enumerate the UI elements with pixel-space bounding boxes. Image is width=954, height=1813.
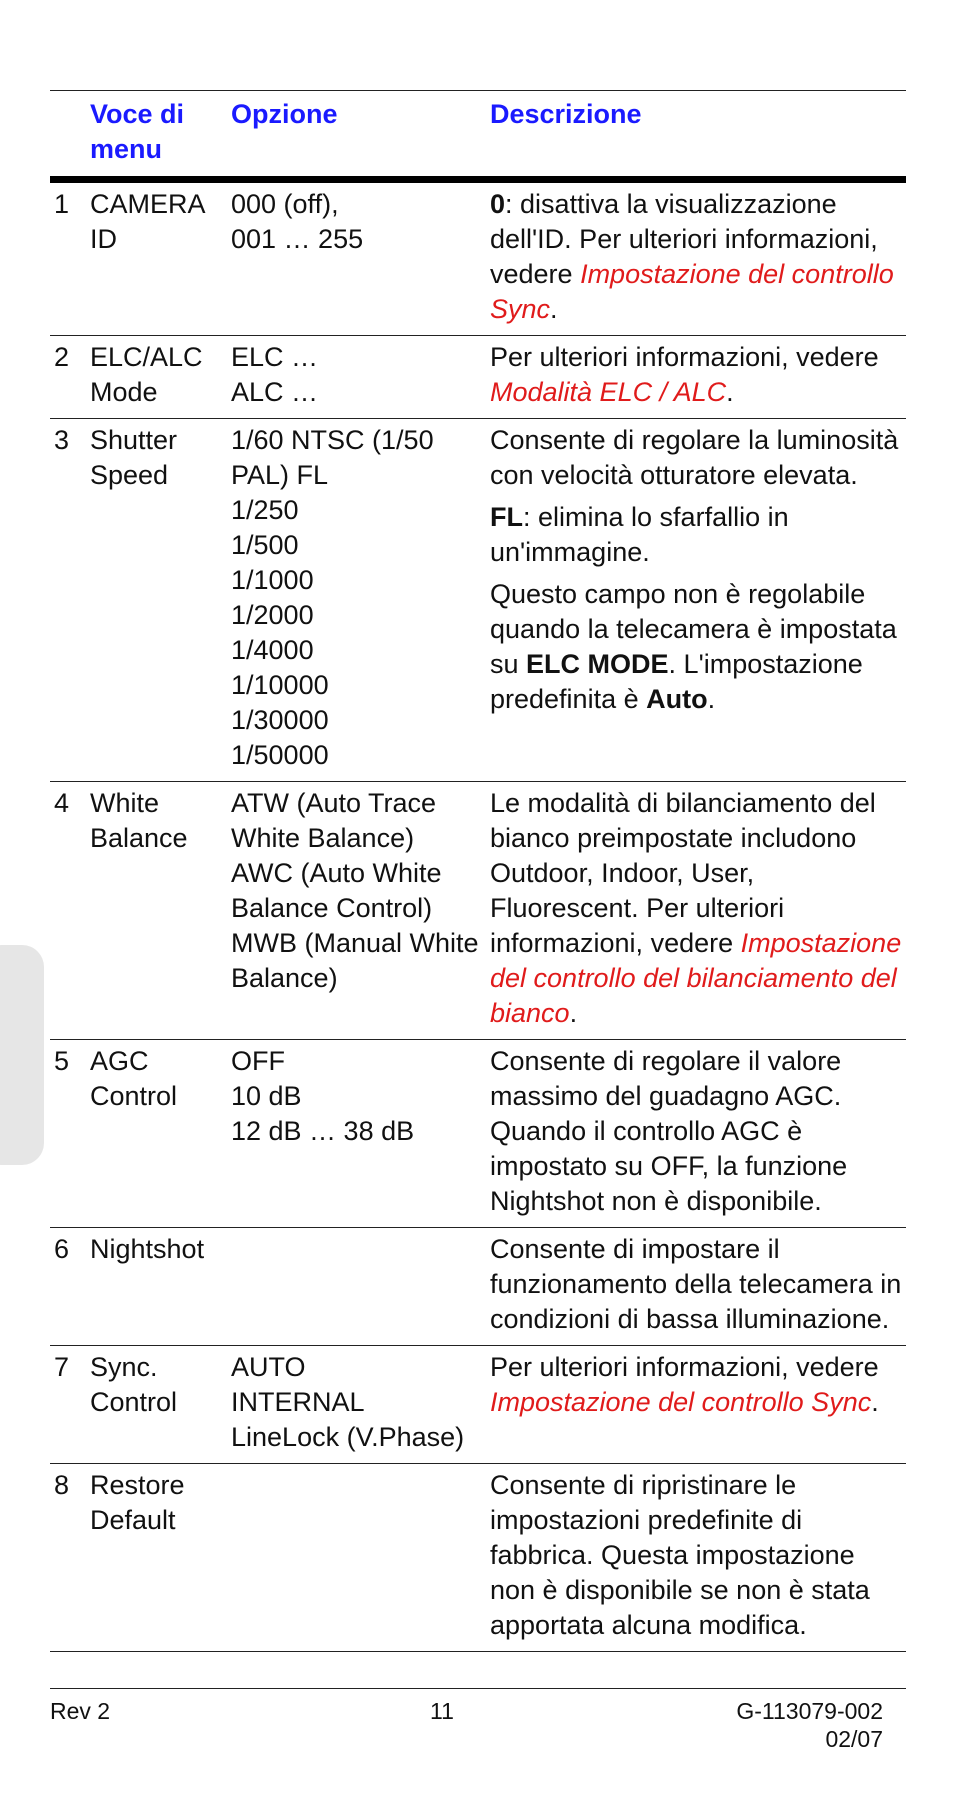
description-cell bbox=[490, 180, 906, 336]
option-value: 1/60 NTSC (1/50 PAL) FL bbox=[231, 425, 434, 490]
option-value: 000 (off), bbox=[231, 189, 339, 219]
option-value: 1/50000 bbox=[231, 740, 329, 770]
option-value: INTERNAL bbox=[231, 1387, 365, 1417]
side-thumb-tab bbox=[0, 945, 44, 1165]
cross-reference-link[interactable]: Impostazione del controllo del bilanciamento del bianco bbox=[490, 928, 902, 1028]
footer-divider bbox=[50, 1688, 906, 1689]
row-number: 7 bbox=[50, 1346, 90, 1464]
table-row bbox=[50, 180, 906, 336]
footer-page-number: 11 bbox=[430, 1698, 454, 1724]
bold-term: ELC MODE bbox=[526, 649, 669, 679]
description-paragraph bbox=[490, 1232, 906, 1337]
description-text: . bbox=[569, 998, 578, 1028]
row-number: 3 bbox=[50, 419, 90, 782]
option-value: MWB (Manual White Balance) bbox=[231, 928, 479, 993]
description-cell bbox=[490, 782, 906, 1040]
cross-reference-link[interactable]: Modalità ELC / ALC bbox=[490, 377, 727, 407]
description-paragraph bbox=[490, 786, 906, 1031]
table-row bbox=[50, 1464, 906, 1652]
option-cell bbox=[231, 1040, 490, 1228]
row-number: 1 bbox=[50, 180, 90, 336]
menu-item-name: White Balance bbox=[90, 782, 231, 1040]
description-text: Consente di regolare la luminosità con velocità otturatore elevata. bbox=[490, 425, 899, 490]
option-value: 1/30000 bbox=[231, 705, 329, 735]
menu-item-name: Sync. Control bbox=[90, 1346, 231, 1464]
description-cell bbox=[490, 1346, 906, 1464]
option-cell bbox=[231, 1464, 490, 1652]
option-value: LineLock (V.Phase) bbox=[231, 1422, 465, 1452]
menu-item-name: AGC Control bbox=[90, 1040, 231, 1228]
description-text: : disattiva la visualizzazione dell'ID. Per ulteriori informazioni, vedere bbox=[490, 189, 878, 289]
header-description: Descrizione bbox=[490, 91, 906, 180]
description-text: Per ulteriori informazioni, vedere bbox=[490, 342, 879, 372]
bold-term: 0 bbox=[490, 189, 506, 219]
description-text: Questo campo non è regolabile quando la telecamera è impostata su bbox=[490, 579, 897, 679]
table-row bbox=[50, 1040, 906, 1228]
bold-term: FL bbox=[490, 502, 523, 532]
description-text: Per ulteriori informazioni, vedere bbox=[490, 1352, 879, 1382]
description-paragraph bbox=[490, 1468, 906, 1643]
description-text: Consente di regolare il valore massimo del guadagno AGC. Quando il controllo AGC è impostato su OFF, la funzione Nightshot non è disponibile. bbox=[490, 1046, 848, 1216]
bold-term: Auto bbox=[646, 684, 708, 714]
table-body bbox=[50, 180, 906, 1652]
option-value: 1/500 bbox=[231, 530, 299, 560]
table-row bbox=[50, 1228, 906, 1346]
description-cell bbox=[490, 419, 906, 782]
description-paragraph bbox=[490, 500, 906, 570]
row-number: 5 bbox=[50, 1040, 90, 1228]
option-cell bbox=[231, 782, 490, 1040]
option-cell bbox=[231, 336, 490, 419]
header-option: Opzione bbox=[231, 91, 490, 180]
footer-doc-info bbox=[736, 1697, 883, 1753]
option-value: ALC … bbox=[231, 377, 319, 407]
row-number: 2 bbox=[50, 336, 90, 419]
option-value: ATW (Auto Trace White Balance) bbox=[231, 788, 437, 853]
description-paragraph bbox=[490, 1044, 906, 1219]
description-cell bbox=[490, 1040, 906, 1228]
option-cell bbox=[231, 1346, 490, 1464]
description-text: . L'impostazione predefinita è bbox=[490, 649, 863, 714]
description-text: : elimina lo sfarfallio in un'immagine. bbox=[490, 502, 789, 567]
header-menu-item: Voce di menu bbox=[90, 91, 231, 180]
description-cell bbox=[490, 336, 906, 419]
description-text: . bbox=[550, 294, 558, 324]
description-cell bbox=[490, 1464, 906, 1652]
description-text: . bbox=[707, 684, 716, 714]
option-value: 1/250 bbox=[231, 495, 299, 525]
option-cell bbox=[231, 419, 490, 782]
table-row bbox=[50, 336, 906, 419]
footer-date: 02/07 bbox=[825, 1726, 883, 1752]
row-number: 4 bbox=[50, 782, 90, 1040]
row-number: 8 bbox=[50, 1464, 90, 1652]
option-value: 12 dB … 38 dB bbox=[231, 1116, 415, 1146]
option-value: 1/4000 bbox=[231, 635, 314, 665]
description-cell bbox=[490, 1228, 906, 1346]
description-text: . bbox=[726, 377, 734, 407]
table-row bbox=[50, 782, 906, 1040]
option-value: 10 dB bbox=[231, 1081, 302, 1111]
option-value: AWC (Auto White Balance Control) bbox=[231, 858, 442, 923]
menu-item-name: CAMERA ID bbox=[90, 180, 231, 336]
description-paragraph bbox=[490, 340, 906, 410]
table-row bbox=[50, 419, 906, 782]
option-cell bbox=[231, 1228, 490, 1346]
description-paragraph bbox=[490, 577, 906, 717]
option-value: 1/1000 bbox=[231, 565, 314, 595]
cross-reference-link[interactable]: Impostazione del controllo Sync bbox=[490, 259, 894, 324]
option-value: 001 … 255 bbox=[231, 224, 364, 254]
menu-item-name: Shutter Speed bbox=[90, 419, 231, 782]
menu-item-name: Nightshot bbox=[90, 1228, 231, 1346]
option-value: 1/2000 bbox=[231, 600, 314, 630]
footer-revision: Rev 2 bbox=[50, 1698, 111, 1724]
option-cell bbox=[231, 180, 490, 336]
description-paragraph bbox=[490, 423, 906, 493]
menu-item-name: Restore Default bbox=[90, 1464, 231, 1652]
table-header-row bbox=[50, 91, 906, 180]
document-page bbox=[50, 90, 906, 1652]
option-value: ELC … bbox=[231, 342, 319, 372]
description-text: Consente di impostare il funzionamento della telecamera in condizioni di bassa illuminazione. bbox=[490, 1234, 902, 1334]
description-paragraph bbox=[490, 187, 906, 327]
description-paragraph bbox=[490, 1350, 906, 1420]
menu-options-table bbox=[50, 90, 906, 1652]
option-value: OFF bbox=[231, 1046, 285, 1076]
cross-reference-link[interactable]: Impostazione del controllo Sync bbox=[490, 1387, 872, 1417]
menu-item-name: ELC/ALC Mode bbox=[90, 336, 231, 419]
row-number: 6 bbox=[50, 1228, 90, 1346]
description-text: . bbox=[871, 1387, 879, 1417]
footer-doc-number: G-113079-002 bbox=[736, 1698, 883, 1724]
option-value: AUTO bbox=[231, 1352, 306, 1382]
header-number bbox=[50, 91, 90, 180]
table-row bbox=[50, 1346, 906, 1464]
description-text: Consente di ripristinare le impostazioni predefinite di fabbrica. Questa impostazione non è disponibile se non è stata apportata alcuna modifica. bbox=[490, 1470, 870, 1640]
option-value: 1/10000 bbox=[231, 670, 329, 700]
description-text: Le modalità di bilanciamento del bianco preimpostate includono Outdoor, Indoor, User, Fluorescent. Per ulteriori informazioni, vedere bbox=[490, 788, 876, 958]
